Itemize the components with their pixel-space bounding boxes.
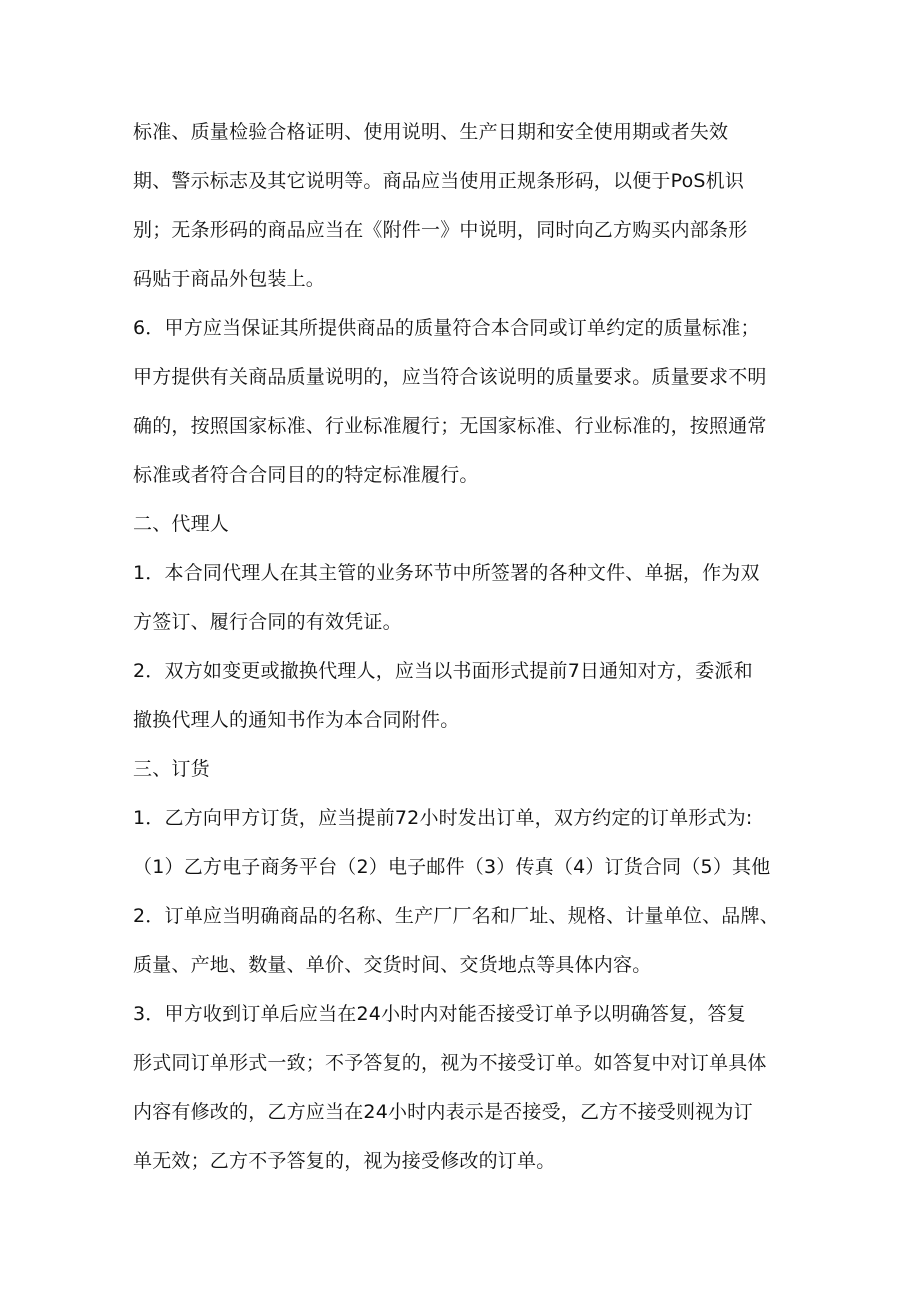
text-line: 标准或者符合合同目的的特定标准履行。 (133, 464, 479, 486)
text-line: 2．订单应当明确商品的名称、生产厂厂名和厂址、规格、计量单位、品牌、 (133, 905, 779, 927)
text-line: 6．甲方应当保证其所提供商品的质量符合本合同或订单约定的质量标准； (133, 317, 760, 339)
text-line: 甲方提供有关商品质量说明的，应当符合该说明的质量要求。质量要求不明 (133, 366, 767, 388)
text-line: 标准、质量检验合格证明、使用说明、生产日期和安全使用期或者失效 (133, 121, 729, 143)
section-heading: 二、代理人 (133, 513, 230, 535)
text-line: 3．甲方收到订单后应当在24小时内对能否接受订单予以明确答复，答复 (133, 1003, 746, 1025)
text-line: 码贴于商品外包装上。 (133, 268, 326, 290)
text-line: 方签订、履行合同的有效凭证。 (133, 611, 402, 633)
text-line: （1）乙方电子商务平台（2）电子邮件（3）传真（4）订货合同（5）其他 (133, 856, 771, 878)
text-line: 形式同订单形式一致；不予答复的，视为不接受订单。如答复中对订单具体 (133, 1052, 767, 1074)
text-line: 单无效；乙方不予答复的，视为接受修改的订单。 (133, 1150, 556, 1172)
text-line: 期、警示标志及其它说明等。商品应当使用正规条形码，以便于PoS机识 (133, 170, 745, 192)
text-line: 1．乙方向甲方订货，应当提前72小时发出订单，双方约定的订单形式为: (133, 807, 753, 829)
text-line: 确的，按照国家标准、行业标准履行；无国家标准、行业标准的，按照通常 (133, 415, 767, 437)
text-line: 2．双方如变更或撤换代理人，应当以书面形式提前7日通知对方，委派和 (133, 660, 753, 682)
section-heading: 三、订货 (133, 758, 210, 780)
text-line: 1．本合同代理人在其主管的业务环节中所签署的各种文件、单据，作为双 (133, 562, 760, 584)
text-line: 撤换代理人的通知书作为本合同附件。 (133, 709, 460, 731)
text-line: 质量、产地、数量、单价、交货时间、交货地点等具体内容。 (133, 954, 652, 976)
text-line: 内容有修改的，乙方应当在24小时内表示是否接受，乙方不接受则视为订 (133, 1101, 753, 1123)
text-line: 别；无条形码的商品应当在《附件一》中说明，同时向乙方购买内部条形 (133, 219, 748, 241)
